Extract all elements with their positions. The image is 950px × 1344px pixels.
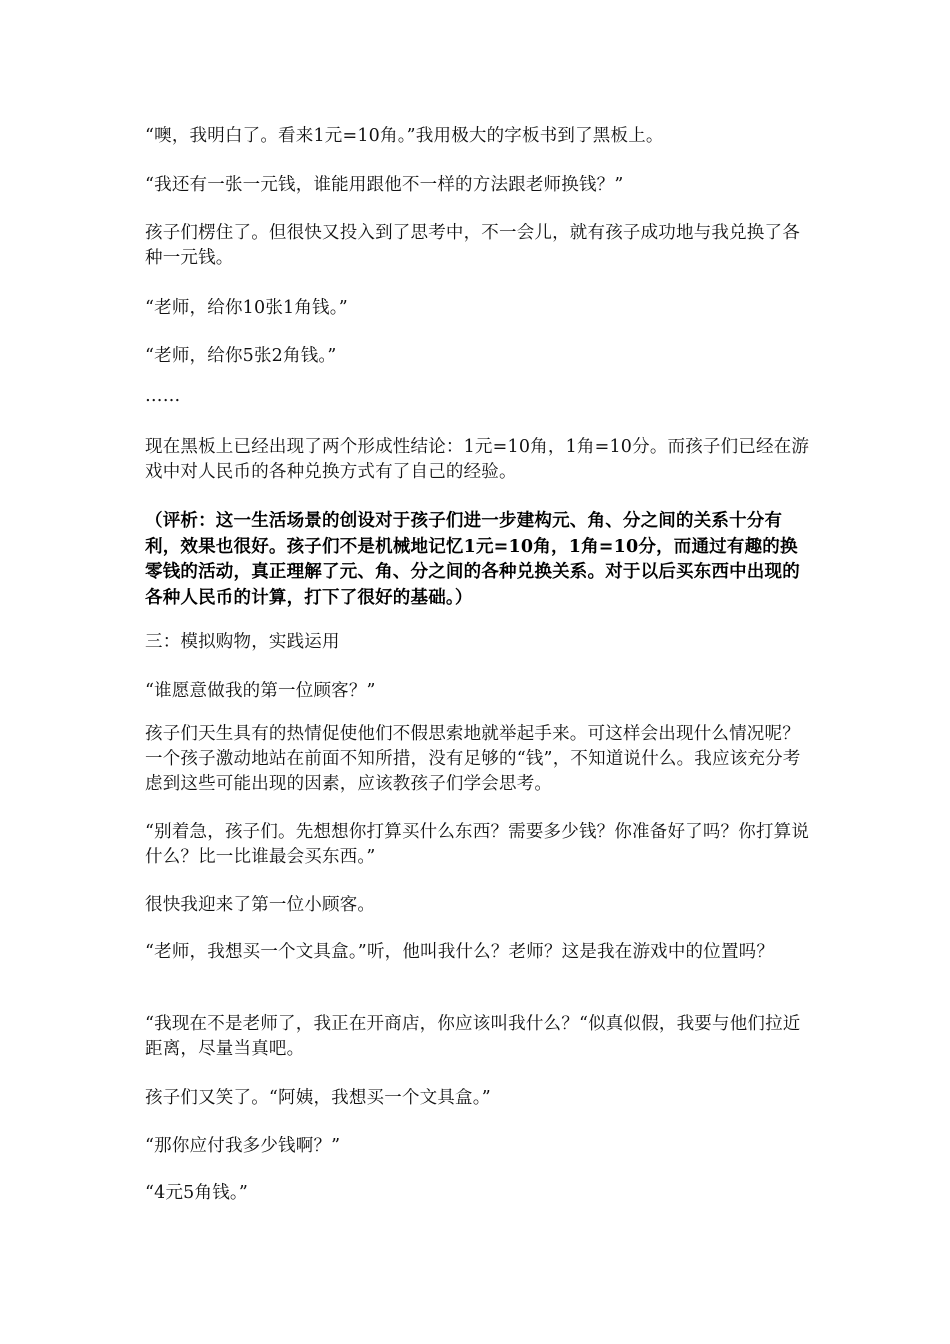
paragraph-how-much: “那你应付我多少钱啊？” xyxy=(145,1136,341,1156)
paragraph-shopkeeper-role: “我现在不是老师了，我正在开商店，你应该叫我什么？“似真似假，我要与他们拉近距离，尽量当真吧。 xyxy=(145,1014,801,1059)
section-heading-simulated-shopping: 三：模拟购物，实践运用 xyxy=(145,632,340,652)
paragraph-commentary: （评析：这一生活场景的创设对于孩子们进一步建构元、角、分之间的关系十分有利，效果也很好。孩子们不是机械地记忆1元=10角，1角=10分，而通过有趣的换零钱的活动，真正理解了元、角、分之间的各种兑换关系。对于以后买东西中出现的各种人民币的计算，打下了很好的基础。） xyxy=(145,511,800,608)
paragraph-dont-rush: “别着急，孩子们。先想想你打算买什么东西？需要多少钱？你准备好了吗？你打算说什么？比一比谁最会买东西。” xyxy=(145,822,810,867)
paragraph-auntie: 孩子们又笑了。“阿姨，我想买一个文具盒。” xyxy=(145,1088,491,1108)
paragraph-first-customer: “谁愿意做我的第一位顾客？” xyxy=(145,681,376,701)
paragraph-ten-jiao: “老师，给你10张1角钱。” xyxy=(145,298,348,318)
paragraph-conclusions: 现在黑板上已经出现了两个形成性结论：1元=10角，1角=10分。而孩子们已经在游戏中对人民币的各种兑换方式有了自己的经验。 xyxy=(145,437,810,482)
paragraph-first-little-customer: 很快我迎来了第一位小顾客。 xyxy=(145,895,376,915)
paragraph-price-answer: “4元5角钱。” xyxy=(145,1183,249,1203)
paragraph-buy-pencil-case: “老师，我想买一个文具盒。”听，他叫我什么？老师？这是我在游戏中的位置吗？ xyxy=(145,942,775,962)
paragraph-children-enthusiasm: 孩子们天生具有的热情促使他们不假思索地就举起手来。可这样会出现什么情况呢？一个孩子激动地站在前面不知所措，没有足够的“钱”，不知道说什么。我应该充分考虑到这些可能出现的因素，应该教孩子们学会思考。 xyxy=(145,724,801,794)
paragraph-ellipsis: …… xyxy=(145,386,181,406)
paragraph-teacher-question: “我还有一张一元钱，谁能用跟他不一样的方法跟老师换钱？” xyxy=(145,175,624,195)
paragraph-five-two-jiao: “老师，给你5张2角钱。” xyxy=(145,346,337,366)
paragraph-realization: “噢，我明白了。看来1元=10角。”我用极大的字板书到了黑板上。 xyxy=(145,126,664,146)
paragraph-children-exchange: 孩子们楞住了。但很快又投入到了思考中，不一会儿，就有孩子成功地与我兑换了各种一元钱。 xyxy=(145,223,800,268)
